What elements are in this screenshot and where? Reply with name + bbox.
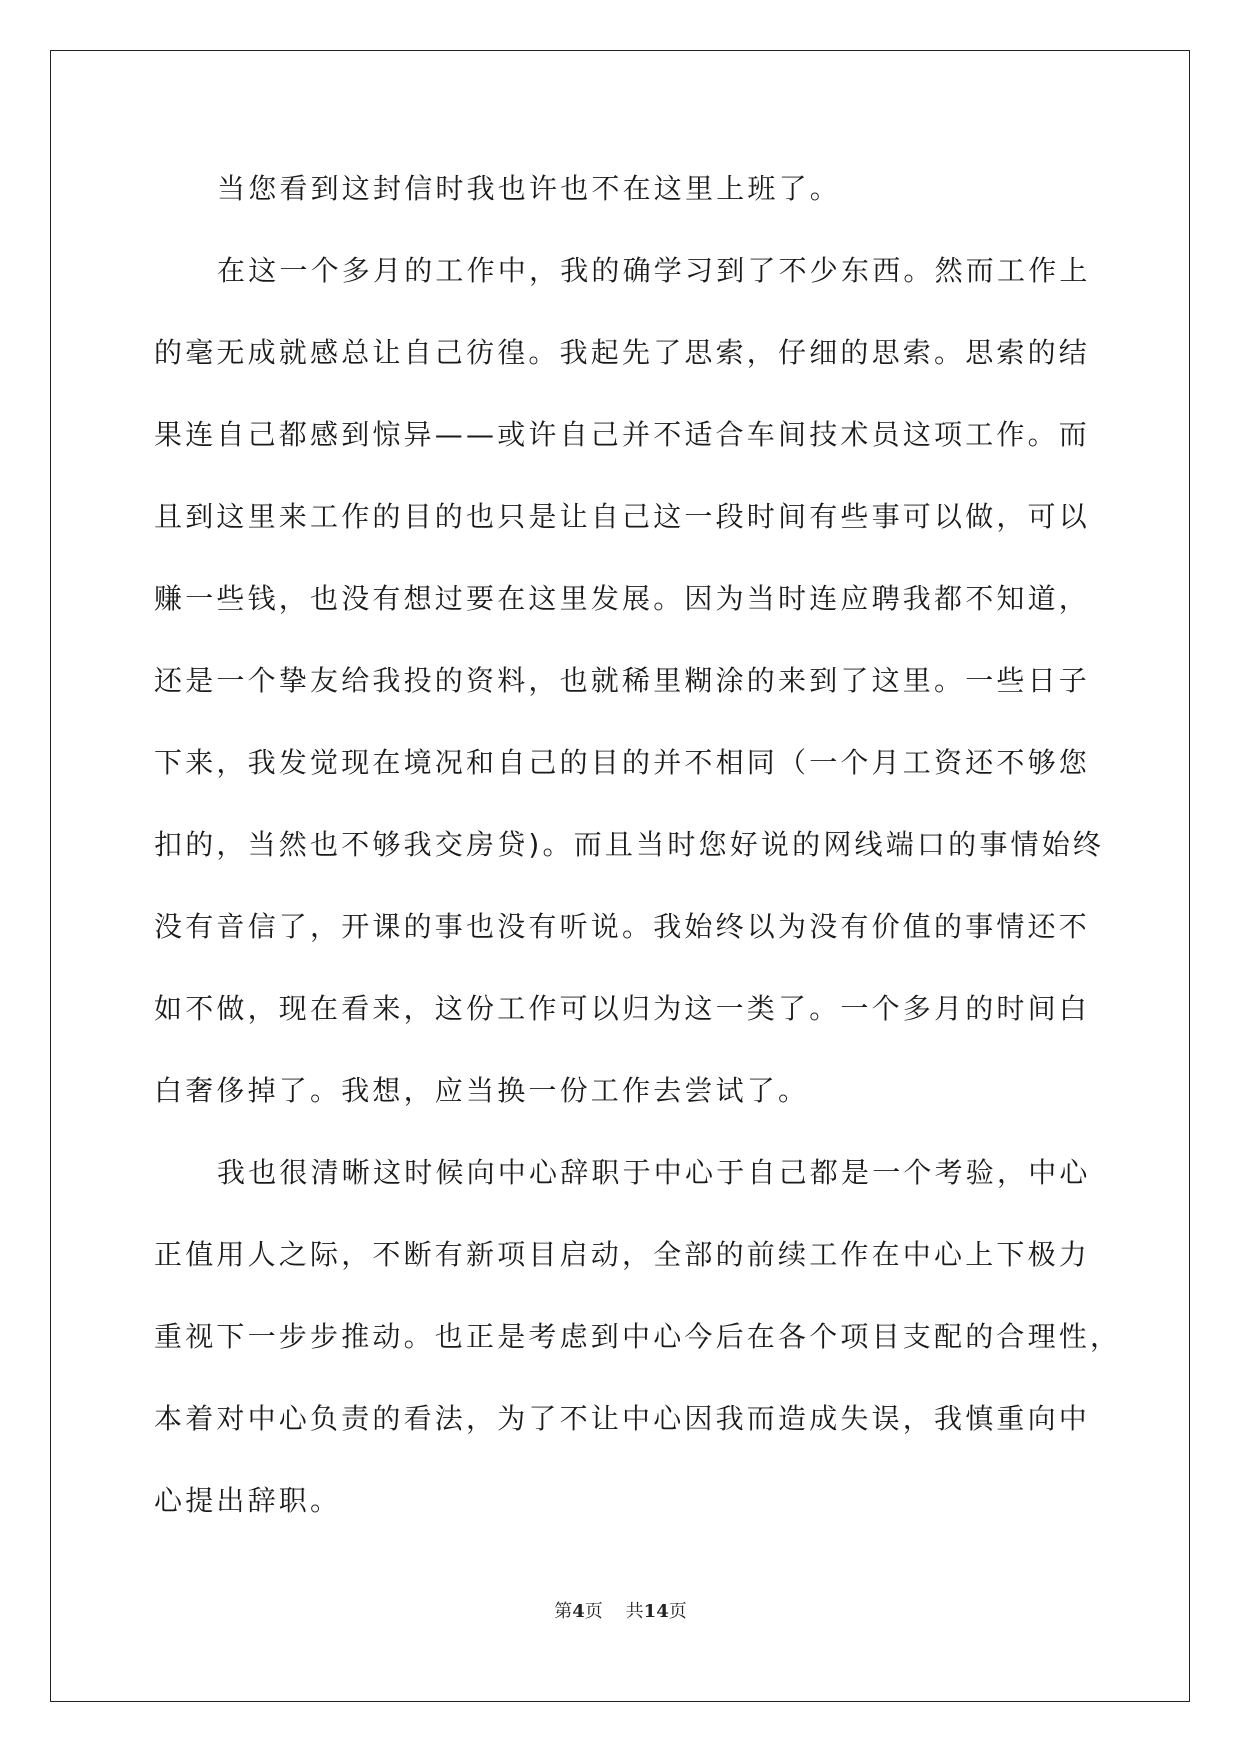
text-line: 没有音信了，开课的事也没有听说。我始终以为没有价值的事情还不 <box>154 910 1091 943</box>
paragraph <box>154 148 1110 230</box>
text-line: 的毫无成就感总让自己彷徨。我起先了思索，仔细的思索。思索的结 <box>154 336 1091 369</box>
paragraph <box>154 230 1110 1132</box>
current-page-number: 4 <box>572 1601 585 1622</box>
text-line: 且到这里来工作的目的也只是让自己这一段时间有些事可以做，可以 <box>154 500 1091 533</box>
letter-body <box>154 148 1122 1542</box>
page-footer <box>0 1597 1241 1623</box>
text-line: 还是一个挚友给我投的资料，也就稀里糊涂的来到了这里。一些日子 <box>154 664 1091 697</box>
total-page-number: 14 <box>643 1601 669 1622</box>
text-line: 心提出辞职。 <box>154 1484 342 1517</box>
footer-suffix: 页 <box>668 1601 687 1622</box>
text-line: 扣的，当然也不够我交房贷)。而且当时您好说的网线端口的事情始终 <box>154 828 1105 861</box>
text-line: 本着对中心负责的看法，为了不让中心因我而造成失误，我慎重向中 <box>154 1402 1091 1435</box>
text-line: 我也很清晰这时候向中心辞职于中心于自己都是一个考验，中心 <box>217 1156 1091 1189</box>
text-line: 赚一些钱，也没有想过要在这里发展。因为当时连应聘我都不知道， <box>154 582 1091 615</box>
text-line: 果连自己都感到惊异——或许自己并不适合车间技术员这项工作。而 <box>154 418 1091 451</box>
footer-prefix: 第 <box>554 1601 573 1622</box>
footer-middle: 页 共 <box>584 1601 644 1622</box>
text-line: 下来，我发觉现在境况和自己的目的并不相同（一个月工资还不够您 <box>154 746 1091 779</box>
text-line: 白奢侈掉了。我想，应当换一份工作去尝试了。 <box>154 1074 810 1107</box>
text-line: 如不做，现在看来，这份工作可以归为这一类了。一个多月的时间白 <box>154 992 1091 1025</box>
text-line: 在这一个多月的工作中，我的确学习到了不少东西。然而工作上 <box>217 254 1091 287</box>
paragraph <box>154 1132 1122 1542</box>
text-line: 正值用人之际，不断有新项目启动，全部的前续工作在中心上下极力 <box>154 1238 1091 1271</box>
text-line: 当您看到这封信时我也许也不在这里上班了。 <box>217 172 842 205</box>
text-line: 重视下一步步推动。也正是考虑到中心今后在各个项目支配的合理性， <box>154 1320 1122 1353</box>
